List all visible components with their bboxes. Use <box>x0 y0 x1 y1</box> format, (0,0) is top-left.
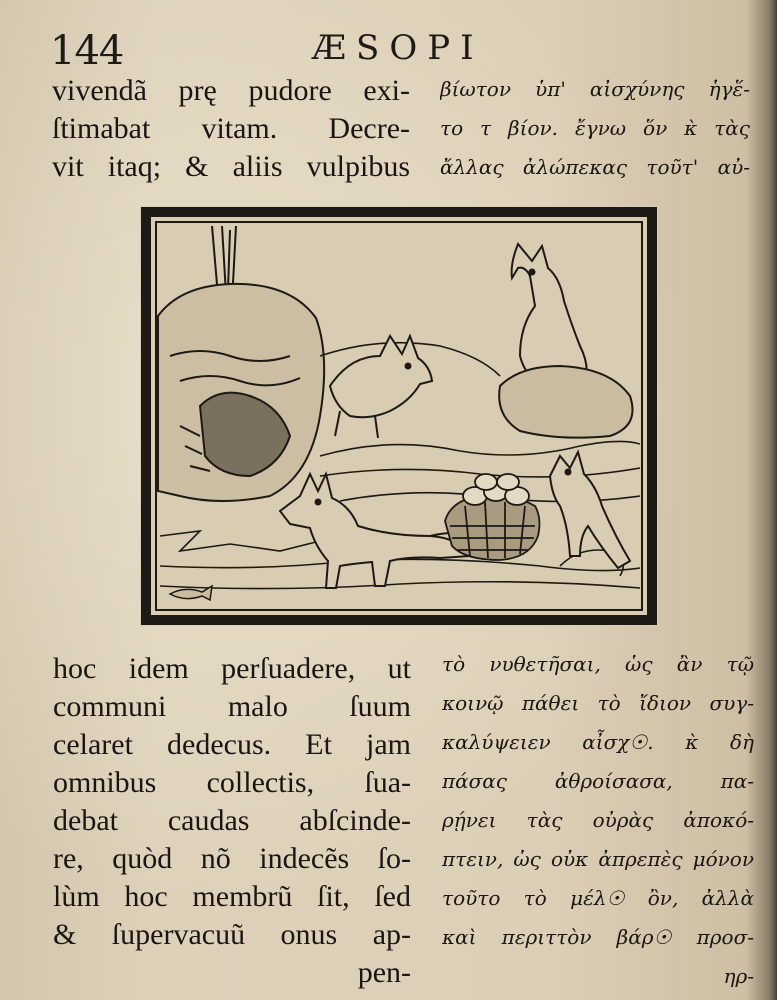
latin-line: lùm hoc membrũ ſit, ſed <box>53 880 411 913</box>
latin-line: debat caudas abſcinde- <box>53 804 411 837</box>
greek-line: τοῦτο τὸ μέλ☉ ὂν, ἀλλὰ <box>442 886 754 910</box>
greek-line: κοινῷ πάθει τὸ ἴδιον συγ- <box>442 691 754 715</box>
latin-column-top <box>52 72 410 186</box>
greek-line: καὶ περιττὸν βάρ☉ προσ- <box>442 925 754 949</box>
latin-line: omnibus collectis, ſua- <box>53 766 411 799</box>
greek-line: τὸ νυθετῆσαι, ὡς ἂν τῷ <box>442 652 754 676</box>
greek-column-bottom <box>442 645 754 996</box>
latin-line: hoc idem perſuadere, ut <box>53 652 411 685</box>
catchword: pen- <box>357 956 411 989</box>
latin-line: vit itaq; & aliis vulpibus <box>52 150 410 183</box>
latin-line: communi malo ſuum <box>53 690 411 723</box>
catchword: ηρ- <box>723 964 754 988</box>
rocky-hill <box>158 284 324 501</box>
greek-column-top <box>440 70 750 187</box>
latin-line: celaret dedecus. Et jam <box>53 728 411 761</box>
greek-line: βίωτον ὑπ' αἰσχύνης ἡγἕ- <box>440 77 750 101</box>
greek-line: ἄλλας ἀλώπεκας τοῦτ' αὐ- <box>440 155 750 179</box>
greek-line: πτειν, ὡς οὐκ ἀπρεπὲς μόνον <box>442 847 754 871</box>
greek-line: πάσας ἀθροίσασα, πα- <box>442 769 754 793</box>
latin-line: & ſupervacuũ onus ap- <box>53 918 411 951</box>
latin-line: vivendã prę pudore exi- <box>52 74 410 107</box>
woodcut-illustration <box>140 206 658 626</box>
greek-line: το τ βίον. ἔγνω ὅν κ̀ τὰς <box>440 116 750 140</box>
greek-line: ρῄνει τὰς οὐρὰς ἀποκό- <box>442 808 754 832</box>
latin-line: ſtimabat vitam. Decre- <box>52 112 410 145</box>
latin-line: re, quòd nõ indecẽs ſo- <box>53 842 411 875</box>
page-number: 144 <box>50 28 124 74</box>
page-header <box>0 26 777 76</box>
running-head: ÆSOPI <box>312 28 484 68</box>
greek-line: καλύψειεν αἶσχ☉. κ̀ δὴ <box>442 730 754 754</box>
latin-column-bottom <box>53 650 411 992</box>
